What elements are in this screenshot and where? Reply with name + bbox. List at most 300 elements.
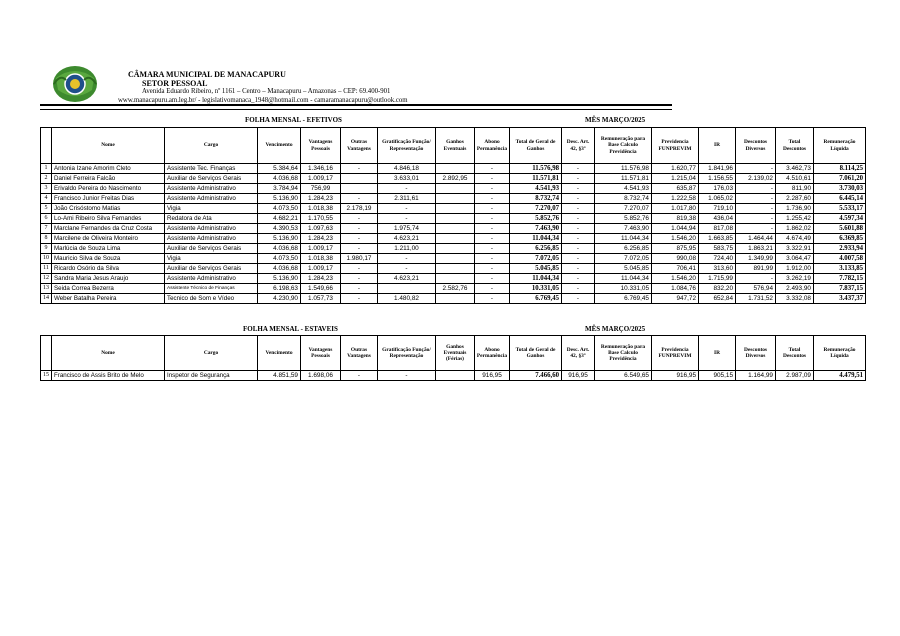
cell-function-bonus: 4.623,21 bbox=[378, 234, 436, 244]
cell-art42-deduction: - bbox=[562, 164, 595, 174]
cell-total-deductions: 1.736,90 bbox=[776, 204, 814, 214]
cell-total-deductions: 1.255,42 bbox=[776, 214, 814, 224]
cell-permanence-allowance: - bbox=[475, 224, 510, 234]
table-row bbox=[41, 274, 866, 284]
cell-base-salary: 5.136,90 bbox=[258, 274, 301, 284]
header-rule-thin bbox=[40, 109, 672, 110]
cell-employee-name: Erivaldo Pereira do Nascimento bbox=[52, 184, 165, 194]
cell-pension-funprevim: 1.215,04 bbox=[652, 174, 699, 184]
cell-job-title: Assistente Tec. Finanças bbox=[165, 164, 258, 174]
col-header-art42-deduction: Desc. Art. 42, §3º bbox=[562, 128, 595, 164]
cell-personal-benefits: 1.009,17 bbox=[301, 264, 341, 274]
col-header-function-bonus: Gratificação Função/ Representação bbox=[378, 336, 436, 371]
cell-job-title: Inspetor de Segurança bbox=[165, 371, 258, 381]
col-header-income-tax: IR bbox=[699, 336, 736, 371]
cell-permanence-allowance: - bbox=[475, 254, 510, 264]
col-header-total-deductions: Total Descontos bbox=[776, 128, 814, 164]
cell-permanence-allowance: - bbox=[475, 234, 510, 244]
cell-function-bonus: - bbox=[378, 214, 436, 224]
cell-base-salary: 4.230,90 bbox=[258, 294, 301, 304]
cell-total-deductions: 1.862,02 bbox=[776, 224, 814, 234]
cell-job-title: Redatora de Ata bbox=[165, 214, 258, 224]
cell-permanence-allowance: - bbox=[475, 214, 510, 224]
col-header-job-title: Cargo bbox=[165, 128, 258, 164]
cell-occasional-earnings: 2.582,76 bbox=[436, 284, 475, 294]
col-header-job-title: Cargo bbox=[165, 336, 258, 371]
cell-net-pay: 4.007,58 bbox=[814, 254, 866, 264]
cell-other-deductions: - bbox=[736, 204, 776, 214]
cell-total-earnings: 11.044,34 bbox=[510, 274, 562, 284]
cell-net-pay: 4.597,34 bbox=[814, 214, 866, 224]
table-row bbox=[41, 214, 866, 224]
cell-total-earnings: 11.044,34 bbox=[510, 234, 562, 244]
cell-total-deductions: 3.332,08 bbox=[776, 294, 814, 304]
table-row bbox=[41, 371, 866, 381]
cell-employee-name: Seida Correa Bezerra bbox=[52, 284, 165, 294]
cell-occasional-earnings bbox=[436, 224, 475, 234]
col-header-contribution-base: Remuneração para Base Calculo Previdência bbox=[595, 128, 652, 164]
table-row bbox=[41, 264, 866, 274]
cell-personal-benefits: 1.057,73 bbox=[301, 294, 341, 304]
cell-other-benefits bbox=[341, 184, 378, 194]
cell-income-tax: 1.663,85 bbox=[699, 234, 736, 244]
col-header-occasional-earnings: Ganhos Eventuais (Férias) bbox=[436, 336, 475, 371]
cell-income-tax: 436,04 bbox=[699, 214, 736, 224]
document-header bbox=[118, 70, 408, 105]
cell-job-title: Vigia bbox=[165, 204, 258, 214]
cell-employee-name: Sandra Maria Jesus Araujo bbox=[52, 274, 165, 284]
cell-net-pay: 2.933,94 bbox=[814, 244, 866, 254]
cell-art42-deduction: - bbox=[562, 244, 595, 254]
table-row bbox=[41, 254, 866, 264]
cell-employee-name: Antonia Izane Amorim Cleto bbox=[52, 164, 165, 174]
cell-personal-benefits: 1.018,38 bbox=[301, 254, 341, 264]
cell-row-number: 9 bbox=[41, 244, 52, 254]
col-header-pension-funprevim: Previdencia FUNPREVIM bbox=[652, 336, 699, 371]
cell-income-tax: 905,15 bbox=[699, 371, 736, 381]
cell-job-title: Assistente Administrativo bbox=[165, 194, 258, 204]
cell-contribution-base: 6.769,45 bbox=[595, 294, 652, 304]
col-header-base-salary: Vencimento bbox=[258, 128, 301, 164]
cell-income-tax: 832,20 bbox=[699, 284, 736, 294]
cell-personal-benefits: 1.170,55 bbox=[301, 214, 341, 224]
cell-art42-deduction: - bbox=[562, 274, 595, 284]
cell-total-earnings: 11.571,81 bbox=[510, 174, 562, 184]
cell-personal-benefits: 1.549,66 bbox=[301, 284, 341, 294]
cell-pension-funprevim: 990,08 bbox=[652, 254, 699, 264]
cell-personal-benefits: 1.018,38 bbox=[301, 204, 341, 214]
cell-personal-benefits: 1.009,17 bbox=[301, 174, 341, 184]
cell-function-bonus: - bbox=[378, 204, 436, 214]
col-header-personal-benefits: Vantagens Pessoais bbox=[301, 336, 341, 371]
cell-contribution-base: 11.044,34 bbox=[595, 234, 652, 244]
cell-total-earnings: 7.270,07 bbox=[510, 204, 562, 214]
camara-logo bbox=[52, 64, 98, 104]
cell-function-bonus: - bbox=[378, 254, 436, 264]
cell-permanence-allowance: - bbox=[475, 174, 510, 184]
col-header-contribution-base: Remuneração para Base Calculo Previdência bbox=[595, 336, 652, 371]
cell-row-number: 13 bbox=[41, 284, 52, 294]
cell-base-salary: 6.198,63 bbox=[258, 284, 301, 294]
cell-income-tax: 719,10 bbox=[699, 204, 736, 214]
table-row bbox=[41, 204, 866, 214]
contact-line: www.manacapuru.am.leg.br/ - legislativomanaca_1948@hotmail.com - camaramanacapuru@outlook.com bbox=[118, 96, 408, 104]
col-header-art42-deduction: Desc. Art. 42, §3º bbox=[562, 336, 595, 371]
cell-base-salary: 4.036,68 bbox=[258, 264, 301, 274]
cell-pension-funprevim: 1.084,76 bbox=[652, 284, 699, 294]
cell-row-number: 5 bbox=[41, 204, 52, 214]
cell-permanence-allowance: - bbox=[475, 274, 510, 284]
cell-employee-name: Francisco Junior Freitas Dias bbox=[52, 194, 165, 204]
cell-net-pay: 3.437,37 bbox=[814, 294, 866, 304]
cell-pension-funprevim: 1.222,58 bbox=[652, 194, 699, 204]
cell-row-number: 8 bbox=[41, 234, 52, 244]
table-row bbox=[41, 284, 866, 294]
col-header-other-benefits: Outras Vantagens bbox=[341, 128, 378, 164]
cell-personal-benefits: 756,99 bbox=[301, 184, 341, 194]
cell-contribution-base: 5.852,76 bbox=[595, 214, 652, 224]
cell-net-pay: 5.533,17 bbox=[814, 204, 866, 214]
cell-art42-deduction: - bbox=[562, 224, 595, 234]
cell-job-title: Assistente Administrativo bbox=[165, 224, 258, 234]
col-header-personal-benefits: Vantagens Pessoais bbox=[301, 128, 341, 164]
estaveis-header-row bbox=[41, 336, 866, 371]
cell-other-deductions: - bbox=[736, 194, 776, 204]
cell-function-bonus: - bbox=[378, 264, 436, 274]
cell-net-pay: 8.114,25 bbox=[814, 164, 866, 174]
cell-total-deductions: 2.287,60 bbox=[776, 194, 814, 204]
cell-other-benefits: - bbox=[341, 244, 378, 254]
col-header-total-deductions: Total Descontos bbox=[776, 336, 814, 371]
cell-job-title: Tecnico de Som e Vídeo bbox=[165, 294, 258, 304]
cell-other-deductions: 1.164,99 bbox=[736, 371, 776, 381]
cell-row-number: 10 bbox=[41, 254, 52, 264]
cell-pension-funprevim: 875,95 bbox=[652, 244, 699, 254]
efetivos-header-row bbox=[41, 128, 866, 164]
col-header-other-deductions: Descontos Diversos bbox=[736, 336, 776, 371]
cell-other-benefits: 2.178,19 bbox=[341, 204, 378, 214]
cell-pension-funprevim: 1.546,20 bbox=[652, 274, 699, 284]
cell-income-tax: 1.715,99 bbox=[699, 274, 736, 284]
cell-contribution-base: 4.541,93 bbox=[595, 184, 652, 194]
cell-other-deductions: 1.731,52 bbox=[736, 294, 776, 304]
estaveis-title: FOLHA MENSAL - ESTAVEIS bbox=[243, 325, 338, 333]
cell-permanence-allowance: 916,95 bbox=[475, 371, 510, 381]
cell-permanence-allowance: - bbox=[475, 264, 510, 274]
cell-other-benefits: - bbox=[341, 284, 378, 294]
cell-row-number: 1 bbox=[41, 164, 52, 174]
cell-base-salary: 4.682,21 bbox=[258, 214, 301, 224]
cell-art42-deduction: - bbox=[562, 194, 595, 204]
cell-employee-name: Marcilene de Oliveira Monteiro bbox=[52, 234, 165, 244]
cell-total-earnings: 7.463,90 bbox=[510, 224, 562, 234]
cell-occasional-earnings: 2.892,95 bbox=[436, 174, 475, 184]
cell-occasional-earnings bbox=[436, 194, 475, 204]
cell-total-earnings: 4.541,93 bbox=[510, 184, 562, 194]
cell-net-pay: 7.837,15 bbox=[814, 284, 866, 294]
cell-occasional-earnings bbox=[436, 274, 475, 284]
cell-income-tax: 652,84 bbox=[699, 294, 736, 304]
cell-other-benefits: - bbox=[341, 371, 378, 381]
cell-personal-benefits: 1.284,23 bbox=[301, 194, 341, 204]
cell-contribution-base: 6.549,65 bbox=[595, 371, 652, 381]
cell-other-deductions: 2.139,02 bbox=[736, 174, 776, 184]
cell-employee-name: Marclane Fernandes da Cruz Costa bbox=[52, 224, 165, 234]
cell-row-number: 6 bbox=[41, 214, 52, 224]
cell-total-deductions: 2.493,90 bbox=[776, 284, 814, 294]
cell-net-pay: 7.061,20 bbox=[814, 174, 866, 184]
table-row bbox=[41, 224, 866, 234]
cell-net-pay: 6.369,85 bbox=[814, 234, 866, 244]
cell-function-bonus: 4.846,18 bbox=[378, 164, 436, 174]
cell-other-benefits: - bbox=[341, 294, 378, 304]
cell-base-salary: 4.073,50 bbox=[258, 204, 301, 214]
cell-total-deductions: 3.322,91 bbox=[776, 244, 814, 254]
cell-total-earnings: 6.256,85 bbox=[510, 244, 562, 254]
cell-job-title: Auxiliar de Serviços Gerais bbox=[165, 244, 258, 254]
cell-occasional-earnings bbox=[436, 184, 475, 194]
cell-permanence-allowance: - bbox=[475, 244, 510, 254]
cell-net-pay: 6.445,14 bbox=[814, 194, 866, 204]
cell-base-salary: 4.073,50 bbox=[258, 254, 301, 264]
cell-total-earnings: 7.466,60 bbox=[510, 371, 562, 381]
cell-art42-deduction: - bbox=[562, 254, 595, 264]
cell-total-earnings: 5.852,76 bbox=[510, 214, 562, 224]
cell-permanence-allowance: - bbox=[475, 194, 510, 204]
col-header-row-number bbox=[41, 336, 52, 371]
cell-row-number: 7 bbox=[41, 224, 52, 234]
estaveis-month: MÊS MARÇO/2025 bbox=[585, 325, 646, 333]
cell-contribution-base: 10.331,05 bbox=[595, 284, 652, 294]
cell-other-benefits: 1.980,17 bbox=[341, 254, 378, 264]
col-header-permanence-allowance: Abono Permanência bbox=[475, 128, 510, 164]
cell-function-bonus: 1.480,82 bbox=[378, 294, 436, 304]
cell-contribution-base: 11.571,81 bbox=[595, 174, 652, 184]
cell-other-benefits: - bbox=[341, 214, 378, 224]
cell-occasional-earnings bbox=[436, 214, 475, 224]
cell-other-deductions: 576,94 bbox=[736, 284, 776, 294]
cell-employee-name: Ricardo Osório da Silva bbox=[52, 264, 165, 274]
cell-job-title: Assistente Administrativo bbox=[165, 274, 258, 284]
header-rule bbox=[40, 104, 672, 106]
cell-other-deductions: 1.464,44 bbox=[736, 234, 776, 244]
cell-row-number: 15 bbox=[41, 371, 52, 381]
cell-employee-name: João Crisóstomo Matias bbox=[52, 204, 165, 214]
cell-other-benefits: - bbox=[341, 274, 378, 284]
cell-other-benefits: - bbox=[341, 194, 378, 204]
cell-income-tax: 313,60 bbox=[699, 264, 736, 274]
cell-pension-funprevim: 635,87 bbox=[652, 184, 699, 194]
cell-row-number: 12 bbox=[41, 274, 52, 284]
cell-total-earnings: 8.732,74 bbox=[510, 194, 562, 204]
cell-income-tax: 1.156,55 bbox=[699, 174, 736, 184]
cell-income-tax: 583,75 bbox=[699, 244, 736, 254]
cell-function-bonus: 4.623,21 bbox=[378, 274, 436, 284]
table-row bbox=[41, 184, 866, 194]
cell-contribution-base: 6.256,85 bbox=[595, 244, 652, 254]
cell-employee-name: Francisco de Assis Brito de Melo bbox=[52, 371, 165, 381]
cell-function-bonus: 2.311,61 bbox=[378, 194, 436, 204]
cell-total-earnings: 6.769,45 bbox=[510, 294, 562, 304]
cell-function-bonus: 1.975,74 bbox=[378, 224, 436, 234]
cell-occasional-earnings bbox=[436, 371, 475, 381]
cell-net-pay: 3.730,03 bbox=[814, 184, 866, 194]
cell-other-deductions: - bbox=[736, 224, 776, 234]
col-header-employee-name: Nome bbox=[52, 336, 165, 371]
col-header-permanence-allowance: Abono Permanência bbox=[475, 336, 510, 371]
cell-contribution-base: 7.463,90 bbox=[595, 224, 652, 234]
efetivos-table bbox=[40, 127, 866, 304]
cell-function-bonus: - bbox=[378, 371, 436, 381]
cell-permanence-allowance: - bbox=[475, 294, 510, 304]
cell-art42-deduction: - bbox=[562, 184, 595, 194]
table-row bbox=[41, 244, 866, 254]
cell-permanence-allowance: - bbox=[475, 284, 510, 294]
cell-permanence-allowance: - bbox=[475, 164, 510, 174]
cell-function-bonus: 3.633,01 bbox=[378, 174, 436, 184]
cell-total-earnings: 11.576,98 bbox=[510, 164, 562, 174]
cell-total-earnings: 10.331,05 bbox=[510, 284, 562, 294]
cell-job-title: Auxiliar de Serviços Gerais bbox=[165, 264, 258, 274]
cell-total-deductions: 3.262,19 bbox=[776, 274, 814, 284]
cell-income-tax: 1.841,96 bbox=[699, 164, 736, 174]
cell-total-deductions: 4.510,61 bbox=[776, 174, 814, 184]
cell-permanence-allowance: - bbox=[475, 204, 510, 214]
table-row bbox=[41, 194, 866, 204]
cell-personal-benefits: 1.284,23 bbox=[301, 274, 341, 284]
cell-other-benefits: - bbox=[341, 234, 378, 244]
cell-pension-funprevim: 947,72 bbox=[652, 294, 699, 304]
cell-personal-benefits: 1.346,16 bbox=[301, 164, 341, 174]
cell-pension-funprevim: 916,95 bbox=[652, 371, 699, 381]
cell-pension-funprevim: 1.017,80 bbox=[652, 204, 699, 214]
cell-row-number: 3 bbox=[41, 184, 52, 194]
cell-pension-funprevim: 1.620,77 bbox=[652, 164, 699, 174]
cell-base-salary: 4.390,53 bbox=[258, 224, 301, 234]
cell-occasional-earnings bbox=[436, 234, 475, 244]
cell-contribution-base: 5.045,85 bbox=[595, 264, 652, 274]
cell-row-number: 11 bbox=[41, 264, 52, 274]
cell-total-deductions: 1.912,00 bbox=[776, 264, 814, 274]
cell-base-salary: 4.851,59 bbox=[258, 371, 301, 381]
cell-employee-name: Lo-Ami Ribeiro Silva Fernandes bbox=[52, 214, 165, 224]
cell-contribution-base: 11.576,98 bbox=[595, 164, 652, 174]
cell-base-salary: 5.136,90 bbox=[258, 194, 301, 204]
table-row bbox=[41, 174, 866, 184]
cell-job-title: Vigia bbox=[165, 254, 258, 264]
cell-other-deductions: - bbox=[736, 164, 776, 174]
cell-other-deductions: - bbox=[736, 214, 776, 224]
cell-art42-deduction: - bbox=[562, 294, 595, 304]
cell-other-benefits bbox=[341, 174, 378, 184]
table-row bbox=[41, 164, 866, 174]
efetivos-month: MÊS MARÇO/2025 bbox=[585, 116, 646, 124]
cell-total-deductions: 3.462,73 bbox=[776, 164, 814, 174]
estaveis-table bbox=[40, 335, 866, 381]
cell-total-deductions: 3.064,47 bbox=[776, 254, 814, 264]
cell-personal-benefits: 1.097,63 bbox=[301, 224, 341, 234]
cell-occasional-earnings bbox=[436, 264, 475, 274]
cell-pension-funprevim: 1.044,94 bbox=[652, 224, 699, 234]
cell-occasional-earnings bbox=[436, 204, 475, 214]
cell-total-deductions: 4.674,49 bbox=[776, 234, 814, 244]
cell-net-pay: 3.133,85 bbox=[814, 264, 866, 274]
cell-job-title: Assistente Técnico de Finanças bbox=[165, 284, 258, 294]
col-header-net-pay: Remuneração Líquida bbox=[814, 336, 866, 371]
cell-net-pay: 4.479,51 bbox=[814, 371, 866, 381]
cell-other-benefits: - bbox=[341, 164, 378, 174]
cell-employee-name: Mauricio Silva de Souza bbox=[52, 254, 165, 264]
col-header-other-deductions: Descontos Diversos bbox=[736, 128, 776, 164]
cell-pension-funprevim: 819,38 bbox=[652, 214, 699, 224]
col-header-base-salary: Vencimento bbox=[258, 336, 301, 371]
col-header-other-benefits: Outras Vantagens bbox=[341, 336, 378, 371]
cell-base-salary: 4.036,68 bbox=[258, 174, 301, 184]
cell-art42-deduction: - bbox=[562, 234, 595, 244]
cell-pension-funprevim: 706,41 bbox=[652, 264, 699, 274]
cell-row-number: 4 bbox=[41, 194, 52, 204]
table-row bbox=[41, 234, 866, 244]
cell-job-title: Assistente Administrativo bbox=[165, 184, 258, 194]
cell-base-salary: 5.384,64 bbox=[258, 164, 301, 174]
cell-other-deductions: - bbox=[736, 274, 776, 284]
cell-art42-deduction: - bbox=[562, 214, 595, 224]
cell-contribution-base: 11.044,34 bbox=[595, 274, 652, 284]
table-row bbox=[41, 294, 866, 304]
cell-employee-name: Daniel Ferreira Falcão bbox=[52, 174, 165, 184]
col-header-income-tax: IR bbox=[699, 128, 736, 164]
col-header-net-pay: Remuneração Líquida bbox=[814, 128, 866, 164]
cell-base-salary: 4.036,68 bbox=[258, 244, 301, 254]
col-header-function-bonus: Gratificação Função/ Representação bbox=[378, 128, 436, 164]
col-header-employee-name: Nome bbox=[52, 128, 165, 164]
cell-other-deductions: 1.863,21 bbox=[736, 244, 776, 254]
col-header-row-number bbox=[41, 128, 52, 164]
cell-pension-funprevim: 1.546,20 bbox=[652, 234, 699, 244]
cell-income-tax: 817,08 bbox=[699, 224, 736, 234]
cell-art42-deduction: - bbox=[562, 174, 595, 184]
cell-personal-benefits: 1.698,06 bbox=[301, 371, 341, 381]
cell-employee-name: Marlúcia de Souza Lima bbox=[52, 244, 165, 254]
cell-contribution-base: 7.270,07 bbox=[595, 204, 652, 214]
cell-total-earnings: 7.072,05 bbox=[510, 254, 562, 264]
cell-personal-benefits: 1.009,17 bbox=[301, 244, 341, 254]
cell-net-pay: 5.601,88 bbox=[814, 224, 866, 234]
cell-income-tax: 724,40 bbox=[699, 254, 736, 264]
cell-total-earnings: 5.045,85 bbox=[510, 264, 562, 274]
cell-function-bonus: 1.211,00 bbox=[378, 244, 436, 254]
cell-row-number: 14 bbox=[41, 294, 52, 304]
address: Avenida Eduardo Ribeiro, nº 1161 – Centro – Manacapuru – Amazonas – CEP: 69.400-901 bbox=[142, 88, 391, 96]
col-header-total-earnings: Total de Geral de Ganhos bbox=[510, 336, 562, 371]
cell-other-deductions: 1.349,99 bbox=[736, 254, 776, 264]
col-header-occasional-earnings: Ganhos Eventuais bbox=[436, 128, 475, 164]
cell-art42-deduction: - bbox=[562, 284, 595, 294]
cell-permanence-allowance: - bbox=[475, 184, 510, 194]
cell-contribution-base: 8.732,74 bbox=[595, 194, 652, 204]
cell-art42-deduction: - bbox=[562, 264, 595, 274]
cell-occasional-earnings bbox=[436, 294, 475, 304]
cell-total-deductions: 811,90 bbox=[776, 184, 814, 194]
cell-job-title: Auxiliar de Serviços Gerais bbox=[165, 174, 258, 184]
cell-occasional-earnings bbox=[436, 244, 475, 254]
efetivos-title: FOLHA MENSAL - EFETIVOS bbox=[245, 116, 342, 124]
cell-other-benefits: - bbox=[341, 264, 378, 274]
cell-base-salary: 3.784,94 bbox=[258, 184, 301, 194]
cell-contribution-base: 7.072,05 bbox=[595, 254, 652, 264]
col-header-total-earnings: Total de Geral de Ganhos bbox=[510, 128, 562, 164]
cell-function-bonus bbox=[378, 284, 436, 294]
